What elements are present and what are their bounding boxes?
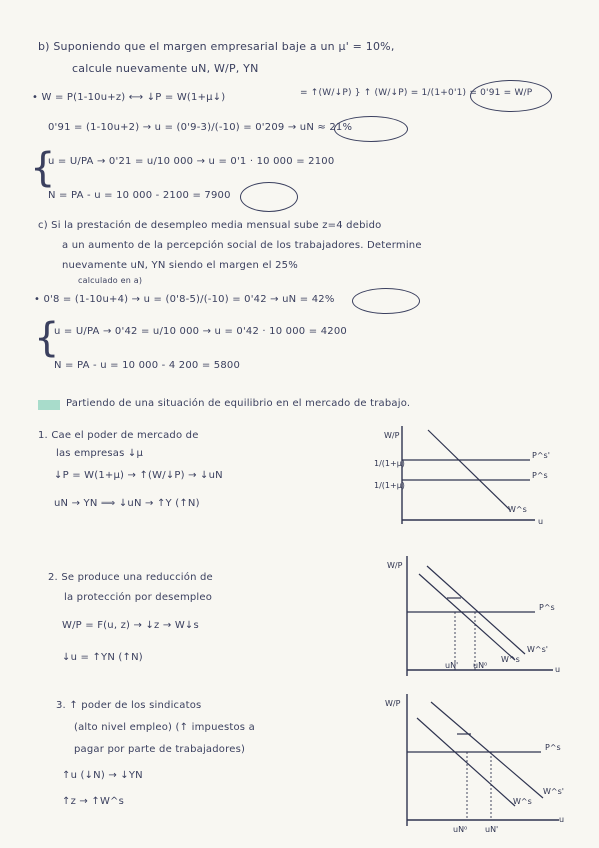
graph1-ps-prime-label: P^s' (532, 451, 550, 460)
item2-title1: 2. Se produce una reducción de (48, 572, 213, 583)
item3-eq1: ↑u (↓N) → ↓YN (62, 770, 143, 781)
graph3-ws-prime-label: W^s' (543, 787, 564, 796)
section-b-sys2: N = PA - u = 10 000 - 2100 = 7900 (48, 190, 231, 201)
ws-prime-curve (427, 566, 525, 654)
item3-title3: pagar por parte de trabajadores) (74, 744, 246, 755)
item1-eq1: ↓P = W(1+μ) → ↑(W/↓P) → ↓uN (54, 470, 223, 481)
graph3-un0: uN⁰ (453, 825, 468, 834)
section-c-line3: nuevamente uN, YN siendo el margen el 25% (62, 260, 298, 271)
graph2-x-label: u (555, 665, 561, 674)
section-c-sys1: u = U/PA → 0'42 = u/10 000 → u = 0'42 · 10 000 = 4200 (54, 326, 347, 337)
system-brace: { (30, 145, 56, 191)
graph1-p2: 1/(1+μ) (374, 481, 405, 490)
graph1-x-label: u (538, 517, 544, 526)
result-circle (470, 80, 552, 112)
graph1-ws-label: W^s (508, 505, 527, 514)
highlight-marker (38, 400, 60, 410)
graph2-ws-prime-label: W^s' (527, 645, 548, 654)
item3-title2: (alto nivel empleo) (↑ impuestos a (74, 722, 255, 733)
section-c-eq1: • 0'8 = (1-10u+4) → u = (0'8-5)/(-10) = 0'42 → uN = 42% (34, 294, 335, 305)
graph2-ws-label: W^s (501, 655, 520, 664)
item3-eq2: ↑z → ↑W^s (62, 796, 125, 807)
section-c-line1: c) Si la prestación de desempleo media mensual sube z=4 debido (38, 220, 382, 231)
item1-title1: 1. Cae el poder de mercado de (38, 430, 199, 441)
graph3-x-label: u (559, 815, 565, 824)
section-c-note: calculado en a) (78, 276, 143, 285)
intro-text: Partiendo de una situación de equilibrio en el mercado de trabajo. (66, 398, 411, 409)
item1-eq2: uN → YN ⟹ ↓uN → ↑Y (↑N) (54, 498, 200, 509)
result-circle (352, 288, 420, 314)
graph2-ps-label: P^s (539, 603, 555, 612)
graph-2 (375, 552, 570, 680)
graph-1 (370, 420, 570, 530)
item2-eq1: W/P = F(u, z) → ↓z → W↓s (62, 620, 199, 631)
graph1-ps-label: P^s (532, 471, 548, 480)
section-b-eq1-left: • W = P(1-10u+z) ⟷ ↓P = W(1+μ↓) (32, 92, 226, 103)
section-b-eq1-right: = ↑(W/↓P) } ↑ (W/↓P) = 1/(1+0'1) = 0'91 = W/P (300, 88, 533, 98)
item2-title2: la protección por desempleo (64, 592, 213, 603)
section-c-sys2: N = PA - u = 10 000 - 4 200 = 5800 (54, 360, 241, 371)
result-circle (334, 116, 408, 142)
graph3-un1: uN' (485, 825, 499, 834)
section-b-line1: b) Suponiendo que el margen empresarial baje a un μ' = 10%, (38, 40, 395, 53)
ws-curve (419, 574, 515, 660)
ws-curve (428, 430, 510, 510)
result-circle (240, 182, 298, 212)
graph2-un0: uN⁰ (473, 661, 488, 670)
graph2-ylabel: W/P (387, 561, 403, 570)
ws-prime-curve (431, 702, 543, 798)
section-c-line2: a un aumento de la percepción social de los trabajadores. Determine (62, 240, 422, 251)
graph1-p1: 1/(1+μ) (374, 459, 405, 468)
section-b-sys1: u = U/PA → 0'21 = u/10 000 → u = 0'1 · 10 000 = 2100 (48, 156, 335, 167)
item1-title2: las empresas ↓μ (56, 448, 144, 459)
graph3-ws-label: W^s (513, 797, 532, 806)
graph1-ylabel: W/P (384, 431, 400, 440)
item3-title1: 3. ↑ poder de los sindicatos (56, 700, 202, 711)
system-brace: { (34, 315, 60, 361)
graph3-ylabel: W/P (385, 699, 401, 708)
item2-eq2: ↓u = ↑YN (↑N) (62, 652, 143, 663)
graph3-ps-label: P^s (545, 743, 561, 752)
section-b-line2: calcule nuevamente uN, W/P, YN (72, 62, 259, 75)
section-b-eq2: 0'91 = (1-10u+2) → u = (0'9-3)/(-10) = 0'209 → uN ≈ 21% (48, 122, 353, 133)
graph-3 (375, 690, 570, 840)
graph2-un1: uN' (445, 661, 459, 670)
